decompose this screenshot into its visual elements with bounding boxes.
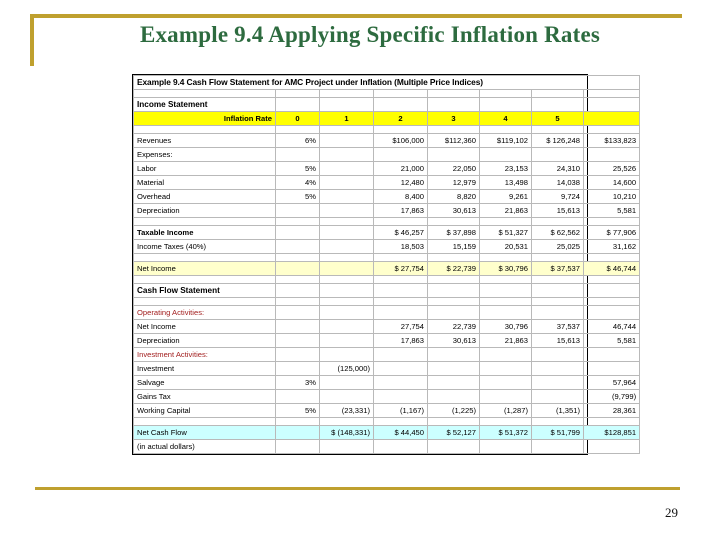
cell bbox=[276, 218, 320, 226]
row-label-labor: Labor bbox=[134, 162, 276, 176]
cell-cf-depreciation-3: 21,863 bbox=[480, 334, 532, 348]
cell-expenses-3 bbox=[480, 148, 532, 162]
sheet-title-row bbox=[134, 76, 640, 90]
cell bbox=[374, 306, 428, 320]
spacer-row bbox=[134, 418, 640, 426]
cell bbox=[374, 254, 428, 262]
cell-salvage-1 bbox=[374, 376, 428, 390]
cell-salvage-5: 57,964 bbox=[584, 376, 640, 390]
cell bbox=[584, 254, 640, 262]
cell-investment-1 bbox=[374, 362, 428, 376]
row-label-gains-tax: Gains Tax bbox=[134, 390, 276, 404]
row-label-working-capital: Working Capital bbox=[134, 404, 276, 418]
cell-cf-depreciation-0 bbox=[320, 334, 374, 348]
spacer-row bbox=[134, 218, 640, 226]
cell bbox=[374, 284, 428, 298]
row-rate-net-cash-flow bbox=[276, 426, 320, 440]
cell bbox=[428, 90, 480, 98]
cell-taxable-4: $ 62,562 bbox=[532, 226, 584, 240]
row-rate-overhead: 5% bbox=[276, 190, 320, 204]
cell-expenses-0 bbox=[320, 148, 374, 162]
cell-labor-3: 23,153 bbox=[480, 162, 532, 176]
cell-material-1: 12,480 bbox=[374, 176, 428, 190]
decorative-top-rule bbox=[30, 14, 682, 18]
cell-cf-net-income-4: 37,537 bbox=[532, 320, 584, 334]
year-header-1: 1 bbox=[320, 112, 374, 126]
cell-taxes-2: 15,159 bbox=[428, 240, 480, 254]
cell bbox=[532, 306, 584, 320]
cell bbox=[584, 276, 640, 284]
cell bbox=[532, 126, 584, 134]
cell-revenues-4: $ 126,248 bbox=[532, 134, 584, 148]
cell-overhead-2: 8,820 bbox=[428, 190, 480, 204]
cell bbox=[532, 418, 584, 426]
cell bbox=[134, 218, 276, 226]
cell bbox=[584, 112, 640, 126]
cell bbox=[134, 298, 276, 306]
cell-working-capital-3: (1,287) bbox=[480, 404, 532, 418]
row-rate-working-capital: 5% bbox=[276, 404, 320, 418]
table-row bbox=[134, 162, 640, 176]
cell bbox=[428, 348, 480, 362]
cell-net-cash-flow-1: $ 44,450 bbox=[374, 426, 428, 440]
row-rate-investment bbox=[276, 362, 320, 376]
cell-depreciation-4: 15,613 bbox=[532, 204, 584, 218]
cell bbox=[320, 90, 374, 98]
cell-gains-tax-5: (9,799) bbox=[584, 390, 640, 404]
cell-gains-tax-2 bbox=[428, 390, 480, 404]
cell-cf-net-income-1: 27,754 bbox=[374, 320, 428, 334]
cell-labor-1: 21,000 bbox=[374, 162, 428, 176]
cell bbox=[584, 90, 640, 98]
inflation-rate-label: Inflation Rate bbox=[134, 112, 276, 126]
cell bbox=[480, 276, 532, 284]
cell-revenues-2: $112,360 bbox=[428, 134, 480, 148]
table-row bbox=[134, 376, 640, 390]
table-row bbox=[134, 334, 640, 348]
table-row bbox=[134, 134, 640, 148]
cell-revenues-0 bbox=[320, 134, 374, 148]
cell-cf-net-income-3: 30,796 bbox=[480, 320, 532, 334]
cell-labor-0 bbox=[320, 162, 374, 176]
cell bbox=[532, 348, 584, 362]
row-label-cf-depreciation: Depreciation bbox=[134, 334, 276, 348]
row-label-expenses: Expenses: bbox=[134, 148, 276, 162]
cell-investment-0: (125,000) bbox=[320, 362, 374, 376]
page-title: Example 9.4 Applying Specific Inflation Rates bbox=[139, 22, 601, 47]
decorative-bottom-rule bbox=[35, 487, 680, 490]
table-row bbox=[134, 226, 640, 240]
cell bbox=[320, 218, 374, 226]
income-statement-header-row bbox=[134, 98, 640, 112]
table-row bbox=[134, 362, 640, 376]
cell bbox=[276, 298, 320, 306]
cell bbox=[480, 348, 532, 362]
cell bbox=[320, 306, 374, 320]
table-row bbox=[134, 320, 640, 334]
cell-overhead-5: 10,210 bbox=[584, 190, 640, 204]
cell bbox=[320, 254, 374, 262]
row-rate-revenues: 6% bbox=[276, 134, 320, 148]
spacer-row bbox=[134, 254, 640, 262]
cell-net-cash-flow-3: $ 51,372 bbox=[480, 426, 532, 440]
cell-revenues-5: $133,823 bbox=[584, 134, 640, 148]
cell-taxes-5: 31,162 bbox=[584, 240, 640, 254]
cell bbox=[480, 254, 532, 262]
cell-depreciation-5: 5,581 bbox=[584, 204, 640, 218]
cell bbox=[374, 298, 428, 306]
income-statement-label: Income Statement bbox=[134, 98, 276, 112]
spacer-row bbox=[134, 276, 640, 284]
cell-cf-net-income-0 bbox=[320, 320, 374, 334]
net-cash-flow-row bbox=[134, 426, 640, 440]
cell-gains-tax-4 bbox=[532, 390, 584, 404]
cell-labor-2: 22,050 bbox=[428, 162, 480, 176]
cell-net-income-5: $ 46,744 bbox=[584, 262, 640, 276]
cell bbox=[134, 276, 276, 284]
cell bbox=[134, 90, 276, 98]
page-number: 29 bbox=[665, 505, 678, 520]
cell-revenues-1: $106,000 bbox=[374, 134, 428, 148]
table-row bbox=[134, 176, 640, 190]
cell bbox=[428, 254, 480, 262]
row-label-net-cash-flow: Net Cash Flow bbox=[134, 426, 276, 440]
cell-net-cash-flow-4: $ 51,799 bbox=[532, 426, 584, 440]
table-row bbox=[134, 404, 640, 418]
sheet-title: Example 9.4 Cash Flow Statement for AMC Project under Inflation (Multiple Price Indices) bbox=[134, 76, 640, 90]
cell-cf-depreciation-5: 5,581 bbox=[584, 334, 640, 348]
cell-cf-depreciation-4: 15,613 bbox=[532, 334, 584, 348]
cell bbox=[480, 440, 532, 454]
cell-gains-tax-0 bbox=[320, 390, 374, 404]
spacer-row bbox=[134, 126, 640, 134]
cell bbox=[584, 218, 640, 226]
cell bbox=[584, 298, 640, 306]
spacer-row bbox=[134, 90, 640, 98]
row-label-operating-activities: Operating Activities: bbox=[134, 306, 276, 320]
cell-net-income-3: $ 30,796 bbox=[480, 262, 532, 276]
table-row bbox=[134, 148, 640, 162]
cell-net-income-2: $ 22,739 bbox=[428, 262, 480, 276]
cell bbox=[134, 126, 276, 134]
cell bbox=[428, 98, 480, 112]
cell bbox=[374, 98, 428, 112]
decorative-left-rule bbox=[30, 14, 34, 66]
cell-overhead-4: 9,724 bbox=[532, 190, 584, 204]
cell bbox=[480, 126, 532, 134]
cell-depreciation-3: 21,863 bbox=[480, 204, 532, 218]
year-header-2: 2 bbox=[374, 112, 428, 126]
cell bbox=[532, 440, 584, 454]
cell bbox=[584, 98, 640, 112]
cell-net-cash-flow-2: $ 52,127 bbox=[428, 426, 480, 440]
table-row bbox=[134, 390, 640, 404]
cell-salvage-3 bbox=[480, 376, 532, 390]
cell bbox=[374, 418, 428, 426]
cell-expenses-5 bbox=[584, 148, 640, 162]
cell-revenues-3: $119,102 bbox=[480, 134, 532, 148]
table-row bbox=[134, 204, 640, 218]
cell-taxable-1: $ 46,257 bbox=[374, 226, 428, 240]
cell bbox=[134, 254, 276, 262]
cell bbox=[428, 306, 480, 320]
cell-material-5: 14,600 bbox=[584, 176, 640, 190]
cell-net-income-4: $ 37,537 bbox=[532, 262, 584, 276]
cell bbox=[276, 126, 320, 134]
cell bbox=[584, 126, 640, 134]
cell bbox=[532, 218, 584, 226]
cell bbox=[584, 348, 640, 362]
row-label-taxable-income: Taxable Income bbox=[134, 226, 276, 240]
cell-labor-5: 25,526 bbox=[584, 162, 640, 176]
cell bbox=[320, 298, 374, 306]
cell-investment-3 bbox=[480, 362, 532, 376]
row-label-investment: Investment bbox=[134, 362, 276, 376]
row-label-investment-activities: Investment Activities: bbox=[134, 348, 276, 362]
cell-overhead-1: 8,400 bbox=[374, 190, 428, 204]
row-label-depreciation: Depreciation bbox=[134, 204, 276, 218]
cell-cf-net-income-2: 22,739 bbox=[428, 320, 480, 334]
cell bbox=[584, 418, 640, 426]
cell bbox=[374, 126, 428, 134]
cell-overhead-0 bbox=[320, 190, 374, 204]
cell-material-4: 14,038 bbox=[532, 176, 584, 190]
cell-working-capital-0: (23,331) bbox=[320, 404, 374, 418]
spreadsheet-table bbox=[133, 75, 640, 454]
row-label-salvage: Salvage bbox=[134, 376, 276, 390]
cell-material-3: 13,498 bbox=[480, 176, 532, 190]
cell-expenses-2 bbox=[428, 148, 480, 162]
cell bbox=[480, 418, 532, 426]
cell-depreciation-0 bbox=[320, 204, 374, 218]
cell-working-capital-1: (1,167) bbox=[374, 404, 428, 418]
row-rate-cf-net-income bbox=[276, 320, 320, 334]
cell bbox=[480, 98, 532, 112]
cell-overhead-3: 9,261 bbox=[480, 190, 532, 204]
cell-expenses-4 bbox=[532, 148, 584, 162]
row-label-income-taxes: Income Taxes (40%) bbox=[134, 240, 276, 254]
year-header-4: 4 bbox=[480, 112, 532, 126]
cell bbox=[480, 306, 532, 320]
cell bbox=[374, 440, 428, 454]
cell-net-income-0 bbox=[320, 262, 374, 276]
cell bbox=[320, 98, 374, 112]
row-rate-taxable-income bbox=[276, 226, 320, 240]
row-label-overhead: Overhead bbox=[134, 190, 276, 204]
cell-taxes-3: 20,531 bbox=[480, 240, 532, 254]
row-rate-salvage: 3% bbox=[276, 376, 320, 390]
cell bbox=[320, 126, 374, 134]
net-income-row bbox=[134, 262, 640, 276]
year-header-5: 5 bbox=[532, 112, 584, 126]
cell bbox=[134, 418, 276, 426]
row-label-revenues: Revenues bbox=[134, 134, 276, 148]
table-row bbox=[134, 190, 640, 204]
cell bbox=[428, 126, 480, 134]
row-label-cf-net-income: Net Income bbox=[134, 320, 276, 334]
cell bbox=[428, 276, 480, 284]
cell-material-2: 12,979 bbox=[428, 176, 480, 190]
cell bbox=[428, 418, 480, 426]
cell bbox=[584, 440, 640, 454]
cell-taxable-5: $ 77,906 bbox=[584, 226, 640, 240]
row-label-net-income: Net Income bbox=[134, 262, 276, 276]
cell bbox=[532, 276, 584, 284]
cell-net-income-1: $ 27,754 bbox=[374, 262, 428, 276]
cell bbox=[532, 254, 584, 262]
cell-taxes-1: 18,503 bbox=[374, 240, 428, 254]
cell-net-cash-flow-5: $128,851 bbox=[584, 426, 640, 440]
cell bbox=[374, 218, 428, 226]
cell bbox=[428, 218, 480, 226]
cell-investment-5 bbox=[584, 362, 640, 376]
cell bbox=[480, 90, 532, 98]
spacer-row bbox=[134, 298, 640, 306]
cell bbox=[532, 298, 584, 306]
row-rate-labor: 5% bbox=[276, 162, 320, 176]
row-rate-net-income bbox=[276, 262, 320, 276]
cell bbox=[584, 284, 640, 298]
cell bbox=[320, 418, 374, 426]
cell-taxes-0 bbox=[320, 240, 374, 254]
cell-investment-2 bbox=[428, 362, 480, 376]
cash-flow-statement-label: Cash Flow Statement bbox=[134, 284, 276, 298]
cell bbox=[374, 276, 428, 284]
cell bbox=[480, 218, 532, 226]
cell bbox=[428, 284, 480, 298]
cell-salvage-2 bbox=[428, 376, 480, 390]
cell bbox=[320, 440, 374, 454]
investment-activities-header-row bbox=[134, 348, 640, 362]
cell bbox=[480, 298, 532, 306]
cell bbox=[276, 348, 320, 362]
cash-flow-header-row bbox=[134, 284, 640, 298]
cell-depreciation-2: 30,613 bbox=[428, 204, 480, 218]
operating-activities-header-row bbox=[134, 306, 640, 320]
cell-salvage-4 bbox=[532, 376, 584, 390]
cell bbox=[276, 440, 320, 454]
cell bbox=[532, 98, 584, 112]
cash-flow-spreadsheet bbox=[132, 74, 637, 455]
cell bbox=[276, 254, 320, 262]
row-rate-expenses bbox=[276, 148, 320, 162]
cell bbox=[276, 98, 320, 112]
cell-cf-depreciation-2: 30,613 bbox=[428, 334, 480, 348]
cell bbox=[276, 306, 320, 320]
cell-taxable-2: $ 37,898 bbox=[428, 226, 480, 240]
cell bbox=[320, 348, 374, 362]
cell-taxes-4: 25,025 bbox=[532, 240, 584, 254]
cell bbox=[276, 418, 320, 426]
cell-cf-depreciation-1: 17,863 bbox=[374, 334, 428, 348]
cell bbox=[374, 348, 428, 362]
cell-cf-net-income-5: 46,744 bbox=[584, 320, 640, 334]
cell-working-capital-2: (1,225) bbox=[428, 404, 480, 418]
cell-depreciation-1: 17,863 bbox=[374, 204, 428, 218]
cell-working-capital-5: 28,361 bbox=[584, 404, 640, 418]
row-label-material: Material bbox=[134, 176, 276, 190]
cell bbox=[320, 284, 374, 298]
cell bbox=[276, 90, 320, 98]
cell bbox=[532, 90, 584, 98]
cell bbox=[584, 306, 640, 320]
cell bbox=[276, 284, 320, 298]
inflation-rate-header-row bbox=[134, 112, 640, 126]
cell-investment-4 bbox=[532, 362, 584, 376]
cell-taxable-3: $ 51,327 bbox=[480, 226, 532, 240]
cell bbox=[532, 284, 584, 298]
row-rate-material: 4% bbox=[276, 176, 320, 190]
cell-gains-tax-3 bbox=[480, 390, 532, 404]
cell-material-0 bbox=[320, 176, 374, 190]
cell-expenses-1 bbox=[374, 148, 428, 162]
row-rate-income-taxes bbox=[276, 240, 320, 254]
year-header-3: 3 bbox=[428, 112, 480, 126]
row-rate-depreciation bbox=[276, 204, 320, 218]
cell bbox=[374, 90, 428, 98]
footnote-row bbox=[134, 440, 640, 454]
cell-taxable-0 bbox=[320, 226, 374, 240]
cell-net-cash-flow-0: $ (148,331) bbox=[320, 426, 374, 440]
year-header-0: 0 bbox=[276, 112, 320, 126]
row-rate-cf-depreciation bbox=[276, 334, 320, 348]
cell-working-capital-4: (1,351) bbox=[532, 404, 584, 418]
cell-salvage-0 bbox=[320, 376, 374, 390]
sheet-footnote: (in actual dollars) bbox=[134, 440, 276, 454]
cell bbox=[320, 276, 374, 284]
cell-labor-4: 24,310 bbox=[532, 162, 584, 176]
cell bbox=[428, 440, 480, 454]
cell bbox=[480, 284, 532, 298]
row-rate-gains-tax bbox=[276, 390, 320, 404]
cell bbox=[428, 298, 480, 306]
cell bbox=[276, 276, 320, 284]
table-row bbox=[134, 240, 640, 254]
cell-gains-tax-1 bbox=[374, 390, 428, 404]
